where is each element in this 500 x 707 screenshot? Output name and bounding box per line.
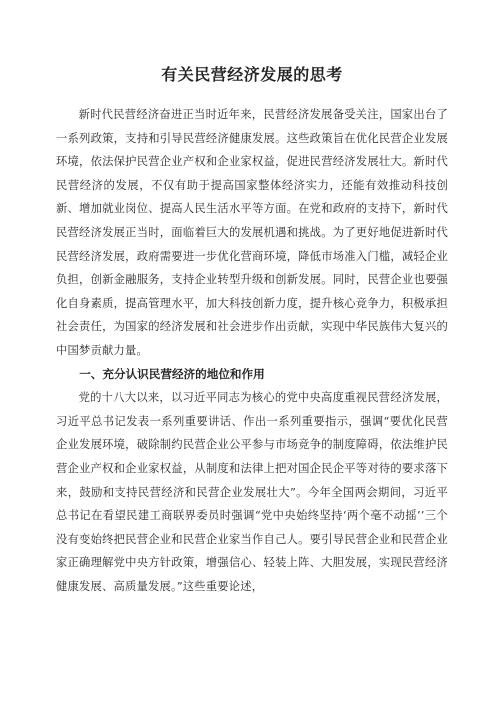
section-paragraph: 党的十八大以来，以习近平同志为核心的党中央高度重视民营经济发展，习近平总书记发表一系列重要讲话、作出一系列重要指示，强调“要优化民营企业发展环境，破除制约民营企业公平参与市场竞争的制度障碍，依法维护民营企业产权和企业家权益，从制度和法律上把对国企民企平等对待的要求落下来，鼓励和支持民营经济和民营企业发展壮大”。今年全国两会期间，习近平总书记在看望民建工商联界委员时强调“党中央始终坚持‘两个毫不动摇’’三个没有变始终把民营企业和民营企业家当作自己人。要引导民营企业和民营企业家正确理解党中央方针政策，增强信心、轻装上阵、大胆发展，实现民营经济健康发展、高质量发展。”这些重要论述， (56, 391, 448, 593)
intro-paragraph: 新时代民营经济奋进正当时近年来，民营经济发展备受关注，国家出台了一系列政策，支持和引导民营经济健康发展。这些政策旨在优化民营企业发展环境，依法保护民营企业产权和企业家权益，促进民营经济发展壮大。新时代民营经济的发展，不仅有助于提高国家整体经济实力，还能有效推动科技创新、增加就业岗位、提高人民生活水平等方面。在党和政府的支持下，新时代民营经济发展正当时，面临着巨大的发展机遇和挑战。为了更好地促进新时代民营经济发展，政府需要进一步优化营商环境，降低市场准入门槛，减轻企业负担，创新金融服务，支持企业转型升级和创新发展。同时，民营企业也要强化自身素质，提高管理水平，加大科技创新力度，提升核心竞争力，积极承担社会责任，为国家的经济发展和社会进步作出贡献，实现中华民族伟大复兴的中国梦贡献力量。 (56, 108, 448, 357)
section-heading: 一、充分认识民营经济的地位和作用 (79, 366, 265, 381)
document-title: 有关民营经济发展的思考 (161, 65, 343, 84)
